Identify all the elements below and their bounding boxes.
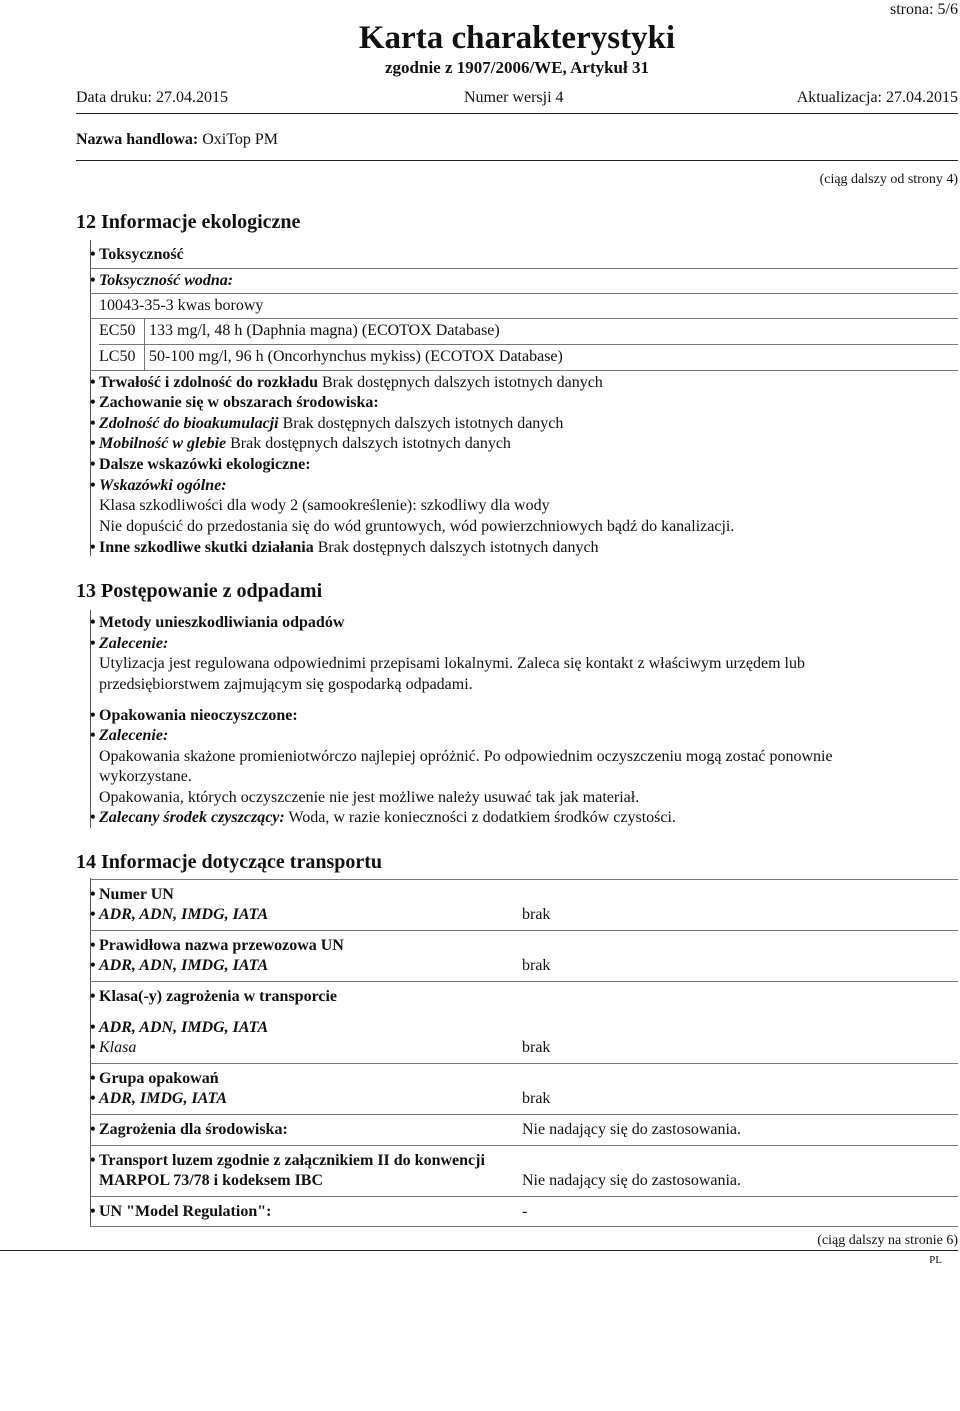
further-info-heading: • Dalsze wskazówki ekologiczne: — [90, 456, 311, 473]
packing-group-heading: • Grupa opakowań — [90, 1070, 219, 1087]
disposal-methods-heading: • Metody unieszkodliwiania odpadów — [90, 614, 345, 631]
bioaccumulation-row: • Zdolność do bioakumulacji Brak dostępnych dalszych istotnych danych — [90, 415, 564, 432]
recommendation-2-heading: • Zalecenie: — [90, 727, 169, 744]
bulk-transport-value: Nie nadający się do zastosowania. — [522, 1172, 742, 1189]
hazard-class-heading: • Klasa(-y) zagrożenia w transporcie — [90, 988, 338, 1005]
trade-name-rule — [76, 160, 958, 161]
substance-name: 10043-35-3 kwas borowy — [99, 297, 264, 314]
section-14-title: 14 Informacje dotyczące transportu — [76, 851, 383, 873]
recommendation-2-line-1: Opakowania skażone promieniotwórczo najlepiej opróżnić. Po odpowiednim oczyszczeniu mogą zostać ponownie — [99, 748, 833, 765]
shipping-name-modes: • ADR, ADN, IMDG, IATA — [90, 957, 269, 974]
update-date: Aktualizacja: 27.04.2015 — [796, 89, 958, 106]
recommendation-1-line-1: Utylizacja jest regulowana odpowiednimi przepisami lokalnymi. Zaleca się kontakt z właściwym urzędem lub — [99, 655, 805, 672]
hazard-class-modes: • ADR, ADN, IMDG, IATA — [90, 1019, 269, 1036]
environmental-hazards-value: Nie nadający się do zastosowania. — [522, 1121, 742, 1138]
toxicity-heading: • Toksyczność — [90, 246, 184, 263]
recommendation-1-heading: • Zalecenie: — [90, 635, 169, 652]
lc50-value: 50-100 mg/l, 96 h (Oncorhynchus mykiss) (ECOTOX Database) — [149, 348, 563, 365]
no-release-note: Nie dopuścić do przedostania się do wód gruntowych, wód powierzchniowych bądź do kanalizacji. — [99, 518, 735, 535]
other-effects-row: • Inne szkodliwe skutki działania Brak dostępnych dalszych istotnych danych — [90, 539, 599, 556]
cleaning-agent-row: • Zalecany środek czyszczący: Woda, w razie konieczności z dodatkiem środków czystości. — [90, 809, 676, 826]
aquatic-toxicity-heading: • Toksyczność wodna: — [90, 272, 234, 289]
trade-name — [76, 130, 278, 151]
header-meta-row — [76, 88, 958, 110]
section-13-title: 13 Postępowanie z odpadami — [76, 580, 323, 602]
recommendation-1-line-2: przedsiębiorstwem zajmującym się gospodarką odpadami. — [99, 676, 473, 693]
general-notes-heading: • Wskazówki ogólne: — [90, 477, 227, 494]
document-subtitle: zgodnie z 1907/2006/WE, Artykuł 31 — [385, 58, 649, 77]
continued-on-note: (ciąg dalszy na stronie 6) — [817, 1233, 958, 1248]
uncleaned-packaging-heading: • Opakowania nieoczyszczone: — [90, 707, 298, 724]
trade-name-value: OxiTop PM — [202, 131, 279, 148]
shipping-name-value: brak — [522, 957, 551, 974]
water-hazard-class: Klasa szkodliwości dla wody 2 (samookreślenie): szkodliwy dla wody — [99, 497, 550, 514]
document-title: Karta charakterystyki — [358, 20, 676, 56]
packing-group-value: brak — [522, 1090, 551, 1107]
page-number: strona: 5/6 — [890, 1, 958, 18]
mobility-row: • Mobilność w glebie Brak dostępnych dalszych istotnych danych — [90, 435, 511, 452]
trade-name-label: Nazwa handlowa: — [76, 131, 199, 148]
continued-from-note: (ciąg dalszy od strony 4) — [819, 172, 958, 187]
un-number-heading: • Numer UN — [90, 886, 174, 903]
model-regulation-label: • UN "Model Regulation": — [90, 1203, 272, 1220]
recommendation-2-line-3: Opakowania, których oczyszczenie nie jest możliwe należy usuwać tak jak materiał. — [99, 789, 640, 806]
un-number-value: brak — [522, 906, 551, 923]
class-label: • Klasa — [90, 1039, 137, 1056]
recommendation-2-line-2: wykorzystane. — [99, 768, 192, 785]
language-code: PL — [929, 1254, 942, 1266]
lc50-label: LC50 — [99, 348, 136, 365]
model-regulation-value: - — [522, 1203, 528, 1220]
bulk-transport-label-1: • Transport luzem zgodnie z załącznikiem II do konwencji — [90, 1152, 485, 1169]
ec50-value: 133 mg/l, 48 h (Daphnia magna) (ECOTOX Database) — [149, 322, 500, 339]
packing-group-modes: • ADR, IMDG, IATA — [90, 1090, 228, 1107]
ec50-label: EC50 — [99, 322, 136, 339]
un-number-modes: • ADR, ADN, IMDG, IATA — [90, 906, 269, 923]
version-number: Numer wersji 4 — [464, 89, 564, 106]
persistence-row: • Trwałość i zdolność do rozkładu Brak dostępnych dalszych istotnych danych — [90, 374, 603, 391]
footer-rule — [0, 1250, 958, 1251]
behaviour-heading: • Zachowanie się w obszarach środowiska: — [90, 394, 379, 411]
section-12-title: 12 Informacje ekologiczne — [76, 211, 301, 233]
shipping-name-heading: • Prawidłowa nazwa przewozowa UN — [90, 937, 344, 954]
bulk-transport-label-2: MARPOL 73/78 i kodeksem IBC — [99, 1172, 324, 1189]
class-value: brak — [522, 1039, 551, 1056]
header-rule — [76, 113, 958, 114]
print-date: Data druku: 27.04.2015 — [76, 89, 228, 106]
environmental-hazards-label: • Zagrożenia dla środowiska: — [90, 1121, 288, 1138]
